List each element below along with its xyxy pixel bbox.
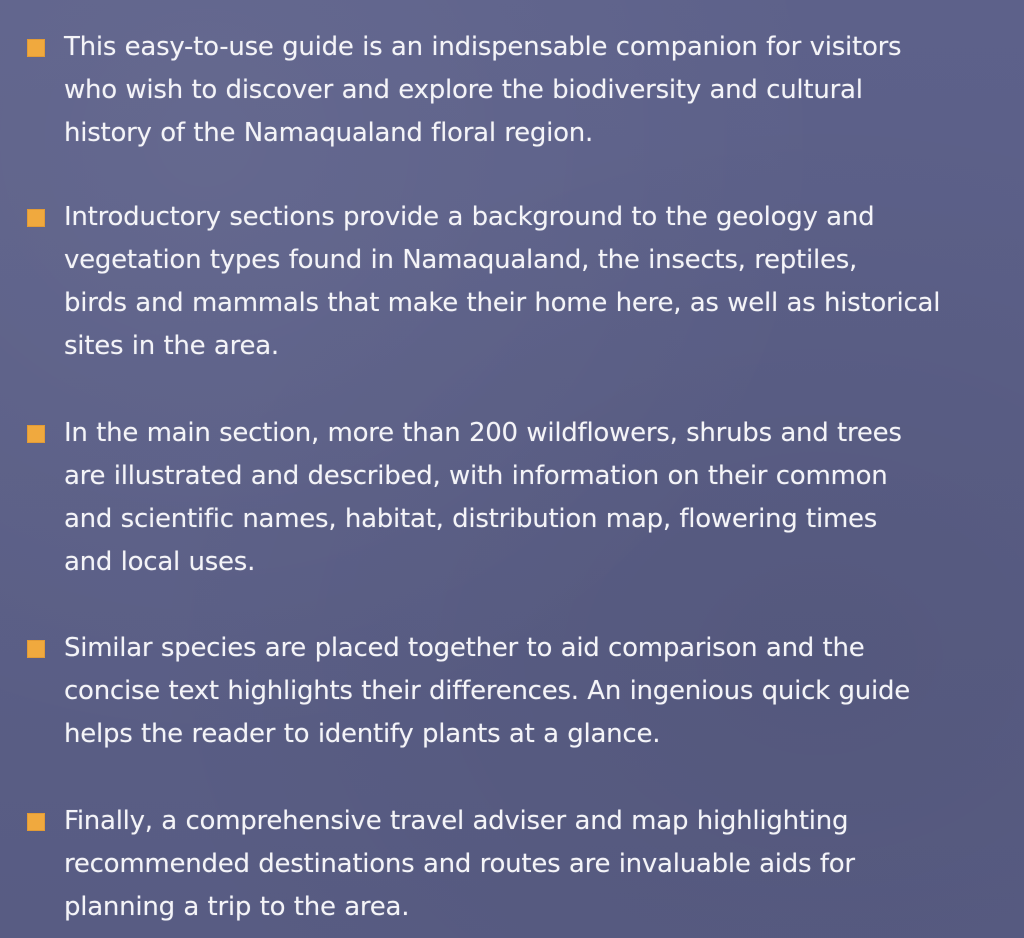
paragraph-line: are illustrated and described, with information on their common: [64, 461, 888, 491]
paragraph-line: recommended destinations and routes are invaluable aids for: [64, 849, 855, 879]
paragraph-line: This easy-to-use guide is an indispensable companion for visitors: [64, 32, 902, 62]
bullet-paragraph-1: [64, 26, 1014, 155]
orange-square-bullet-icon: [27, 209, 45, 227]
paragraph-line: Introductory sections provide a background to the geology and: [64, 202, 875, 232]
bullet-paragraph-3: [64, 412, 1014, 584]
bullet-paragraph-5: [64, 800, 1014, 929]
orange-square-bullet-icon: [27, 640, 45, 658]
paragraph-line: Finally, a comprehensive travel adviser and map highlighting: [64, 806, 849, 836]
bullet-paragraph-2: [64, 196, 1014, 368]
bullet-paragraph-4: [64, 627, 1014, 756]
paragraph-line: helps the reader to identify plants at a glance.: [64, 719, 661, 749]
orange-square-bullet-icon: [27, 39, 45, 57]
paragraph-line: and local uses.: [64, 547, 256, 577]
paragraph-line: Similar species are placed together to aid comparison and the: [64, 633, 865, 663]
paragraph-line: vegetation types found in Namaqualand, the insects, reptiles,: [64, 245, 858, 275]
paragraph-line: concise text highlights their differences. An ingenious quick guide: [64, 676, 910, 706]
paragraph-line: sites in the area.: [64, 331, 279, 361]
orange-square-bullet-icon: [27, 425, 45, 443]
paragraph-line: history of the Namaqualand floral region.: [64, 118, 594, 148]
paragraph-line: planning a trip to the area.: [64, 892, 410, 922]
paragraph-line: In the main section, more than 200 wildflowers, shrubs and trees: [64, 418, 902, 448]
orange-square-bullet-icon: [27, 813, 45, 831]
paragraph-line: birds and mammals that make their home here, as well as historical: [64, 288, 941, 318]
paragraph-line: and scientific names, habitat, distribution map, flowering times: [64, 504, 878, 534]
paragraph-line: who wish to discover and explore the biodiversity and cultural: [64, 75, 863, 105]
